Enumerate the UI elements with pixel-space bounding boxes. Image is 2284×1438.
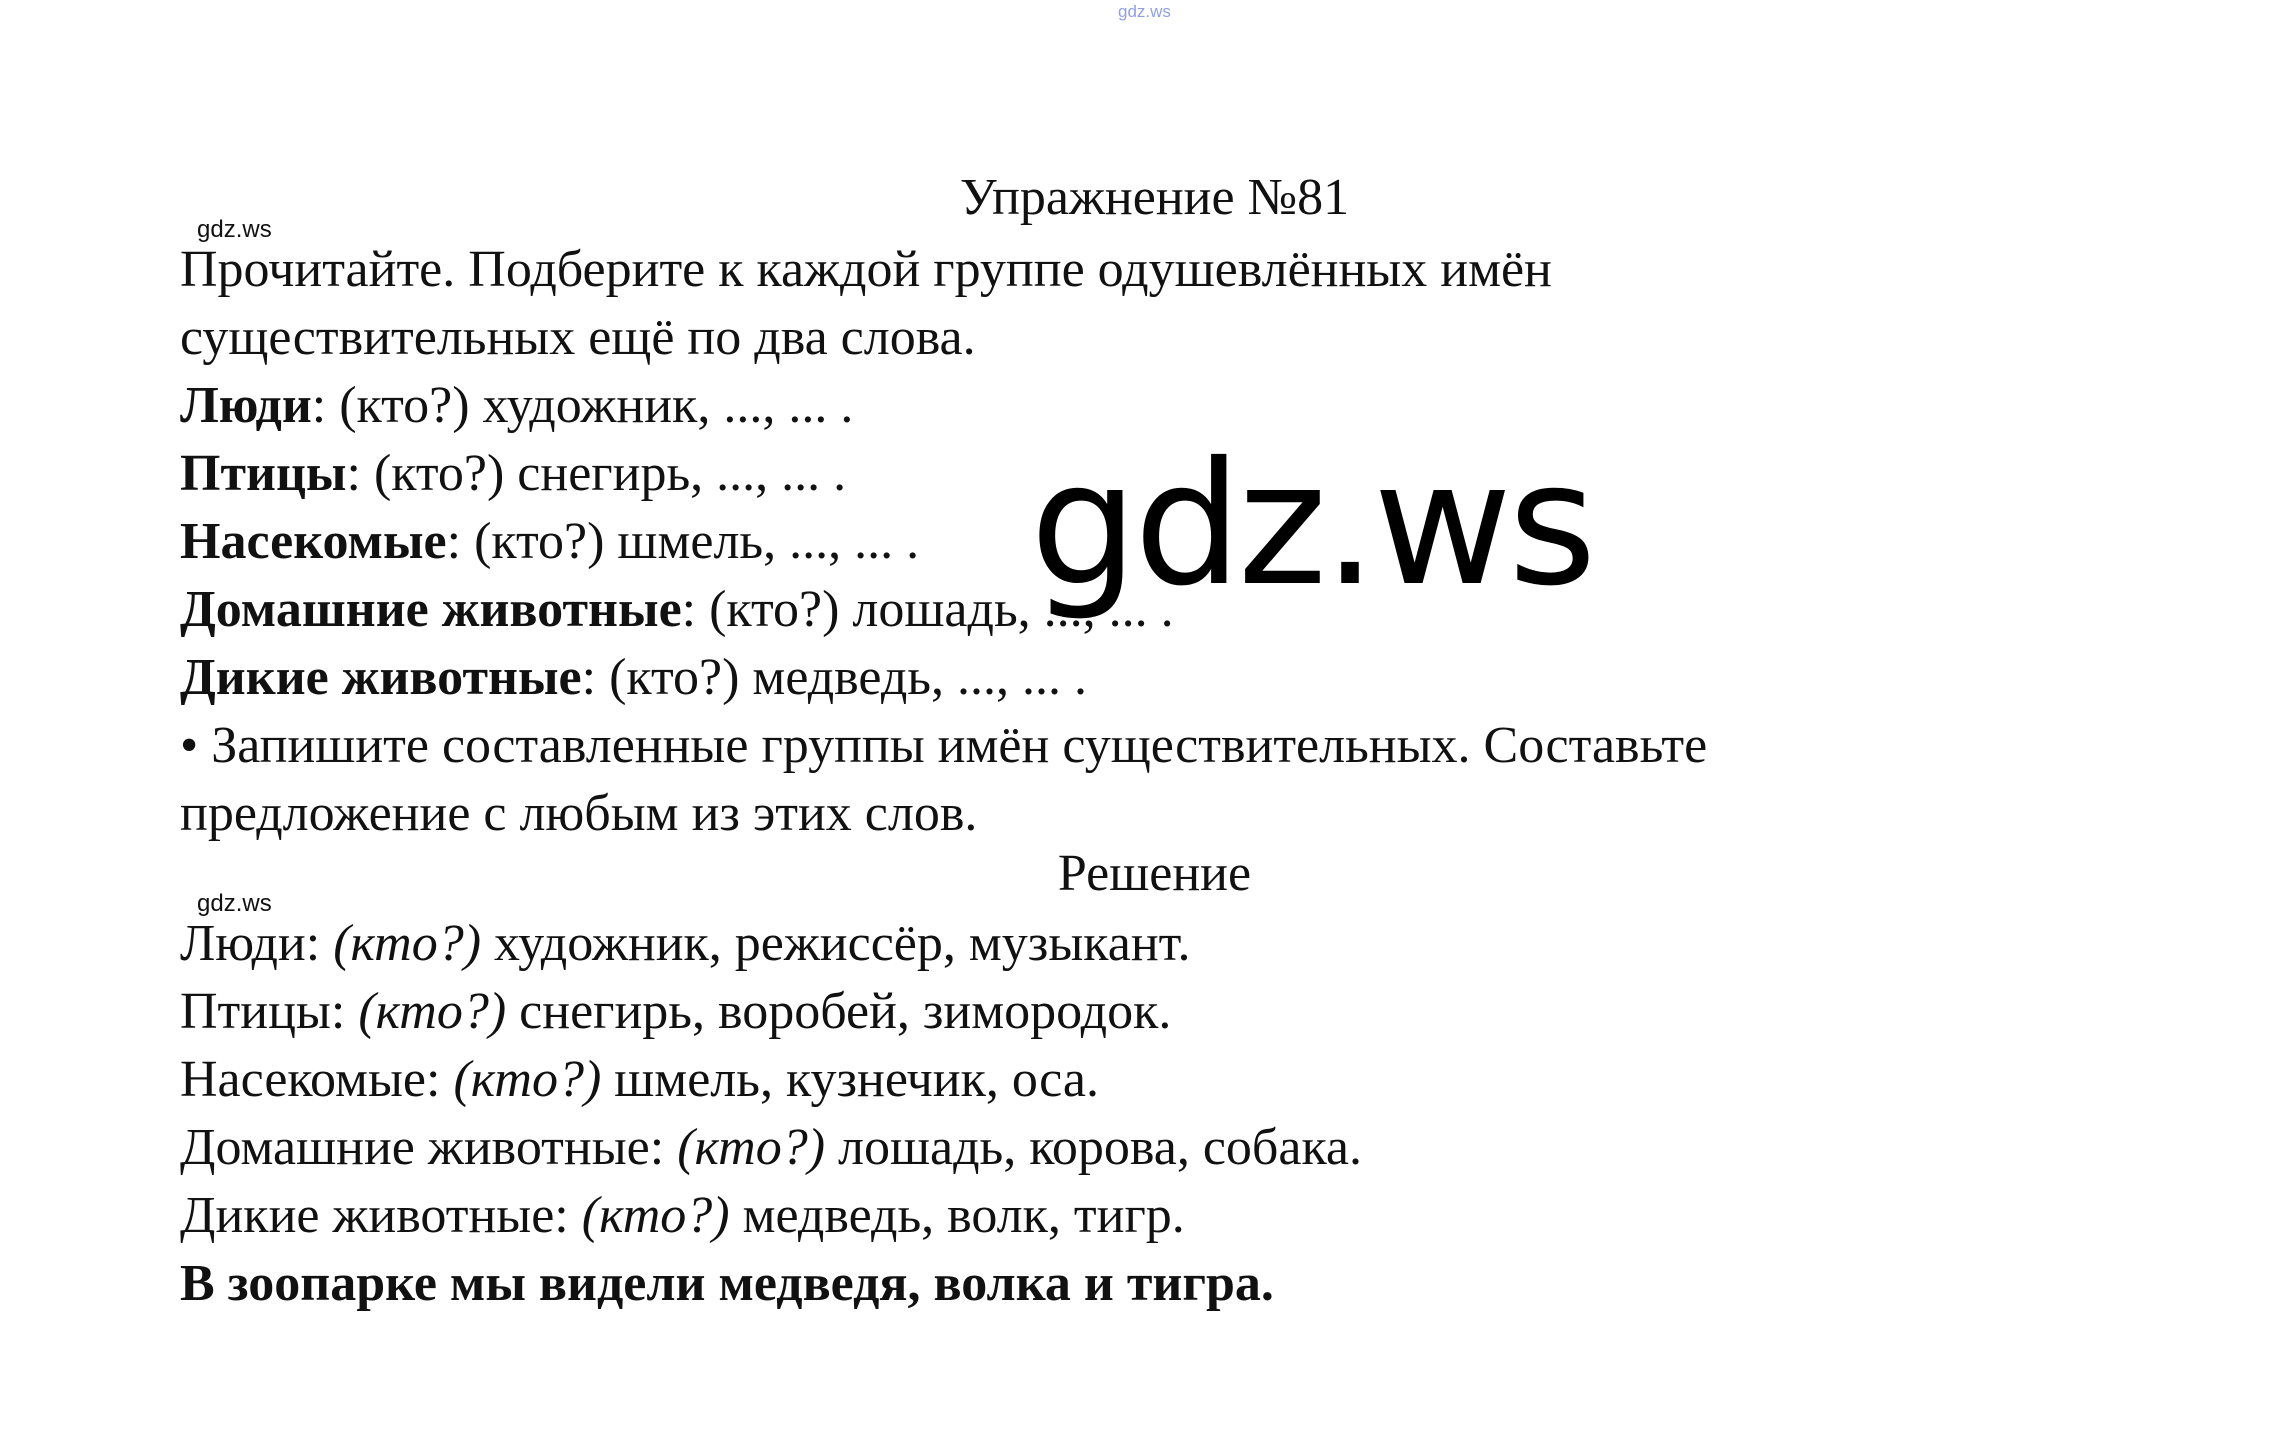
group-label: Домашние животные (180, 581, 682, 638)
watermark-big: gdz.ws (1030, 426, 1593, 624)
bullet-line-2: предложение с любым из этих слов. (180, 785, 978, 842)
solution-row-insects (180, 1046, 2230, 1114)
bullet-line-1: • Запишите составленные группы имён существительных. Составьте (180, 717, 1708, 774)
solution-row-people (180, 910, 2230, 978)
row-label: Насекомые: (180, 1051, 454, 1108)
row-question: (кто?) (453, 1051, 602, 1108)
instruction-line-1: Прочитайте. Подберите к каждой группе одушевлённых имён (180, 241, 1552, 298)
row-label: Птицы: (180, 983, 359, 1040)
solution-text (180, 910, 2230, 1318)
solution-row-birds (180, 978, 2230, 1046)
group-label: Насекомые (180, 513, 447, 570)
group-label: Птицы (180, 445, 347, 502)
group-label: Люди (180, 377, 312, 434)
group-label: Дикие животные (180, 649, 582, 706)
group-text: : (кто?) художник, ..., ... . (311, 377, 854, 434)
solution-row-domestic (180, 1114, 2230, 1182)
solution-row-wild (180, 1182, 2230, 1250)
group-text: : (кто?) шмель, ..., ... . (446, 513, 920, 570)
row-label: Люди: (180, 915, 334, 972)
group-text: : (кто?) снегирь, ..., ... . (346, 445, 847, 502)
watermark-small-2: gdz.ws (197, 890, 272, 917)
row-label: Дикие животные: (180, 1187, 582, 1244)
row-question: (кто?) (333, 915, 482, 972)
task-group-wild (180, 644, 2230, 712)
row-words: медведь, волк, тигр. (729, 1187, 1185, 1244)
watermark-top: gdz.ws (1118, 2, 1171, 21)
row-question: (кто?) (358, 983, 507, 1040)
group-text: : (кто?) лошадь, ..., ... . (681, 581, 1174, 638)
row-words: шмель, кузнечик, оса. (601, 1051, 1099, 1108)
watermark-small-1: gdz.ws (197, 216, 272, 243)
instruction-line-2: существительных ещё по два слова. (180, 309, 976, 366)
row-words: лошадь, корова, собака. (825, 1119, 1363, 1176)
row-question: (кто?) (677, 1119, 826, 1176)
solution-sentence (180, 1250, 2230, 1318)
page-title: Упражнение №81 (959, 169, 1350, 226)
row-question: (кто?) (581, 1187, 730, 1244)
row-words: снегирь, воробей, зимородок. (506, 983, 1172, 1040)
solution-title: Решение (1057, 845, 1252, 902)
group-text: : (кто?) медведь, ..., ... . (581, 649, 1087, 706)
sentence-text: В зоопарке мы видели медведя, волка и тигра. (180, 1255, 1274, 1312)
row-label: Домашние животные: (180, 1119, 678, 1176)
row-words: художник, режиссёр, музыкант. (481, 915, 1191, 972)
